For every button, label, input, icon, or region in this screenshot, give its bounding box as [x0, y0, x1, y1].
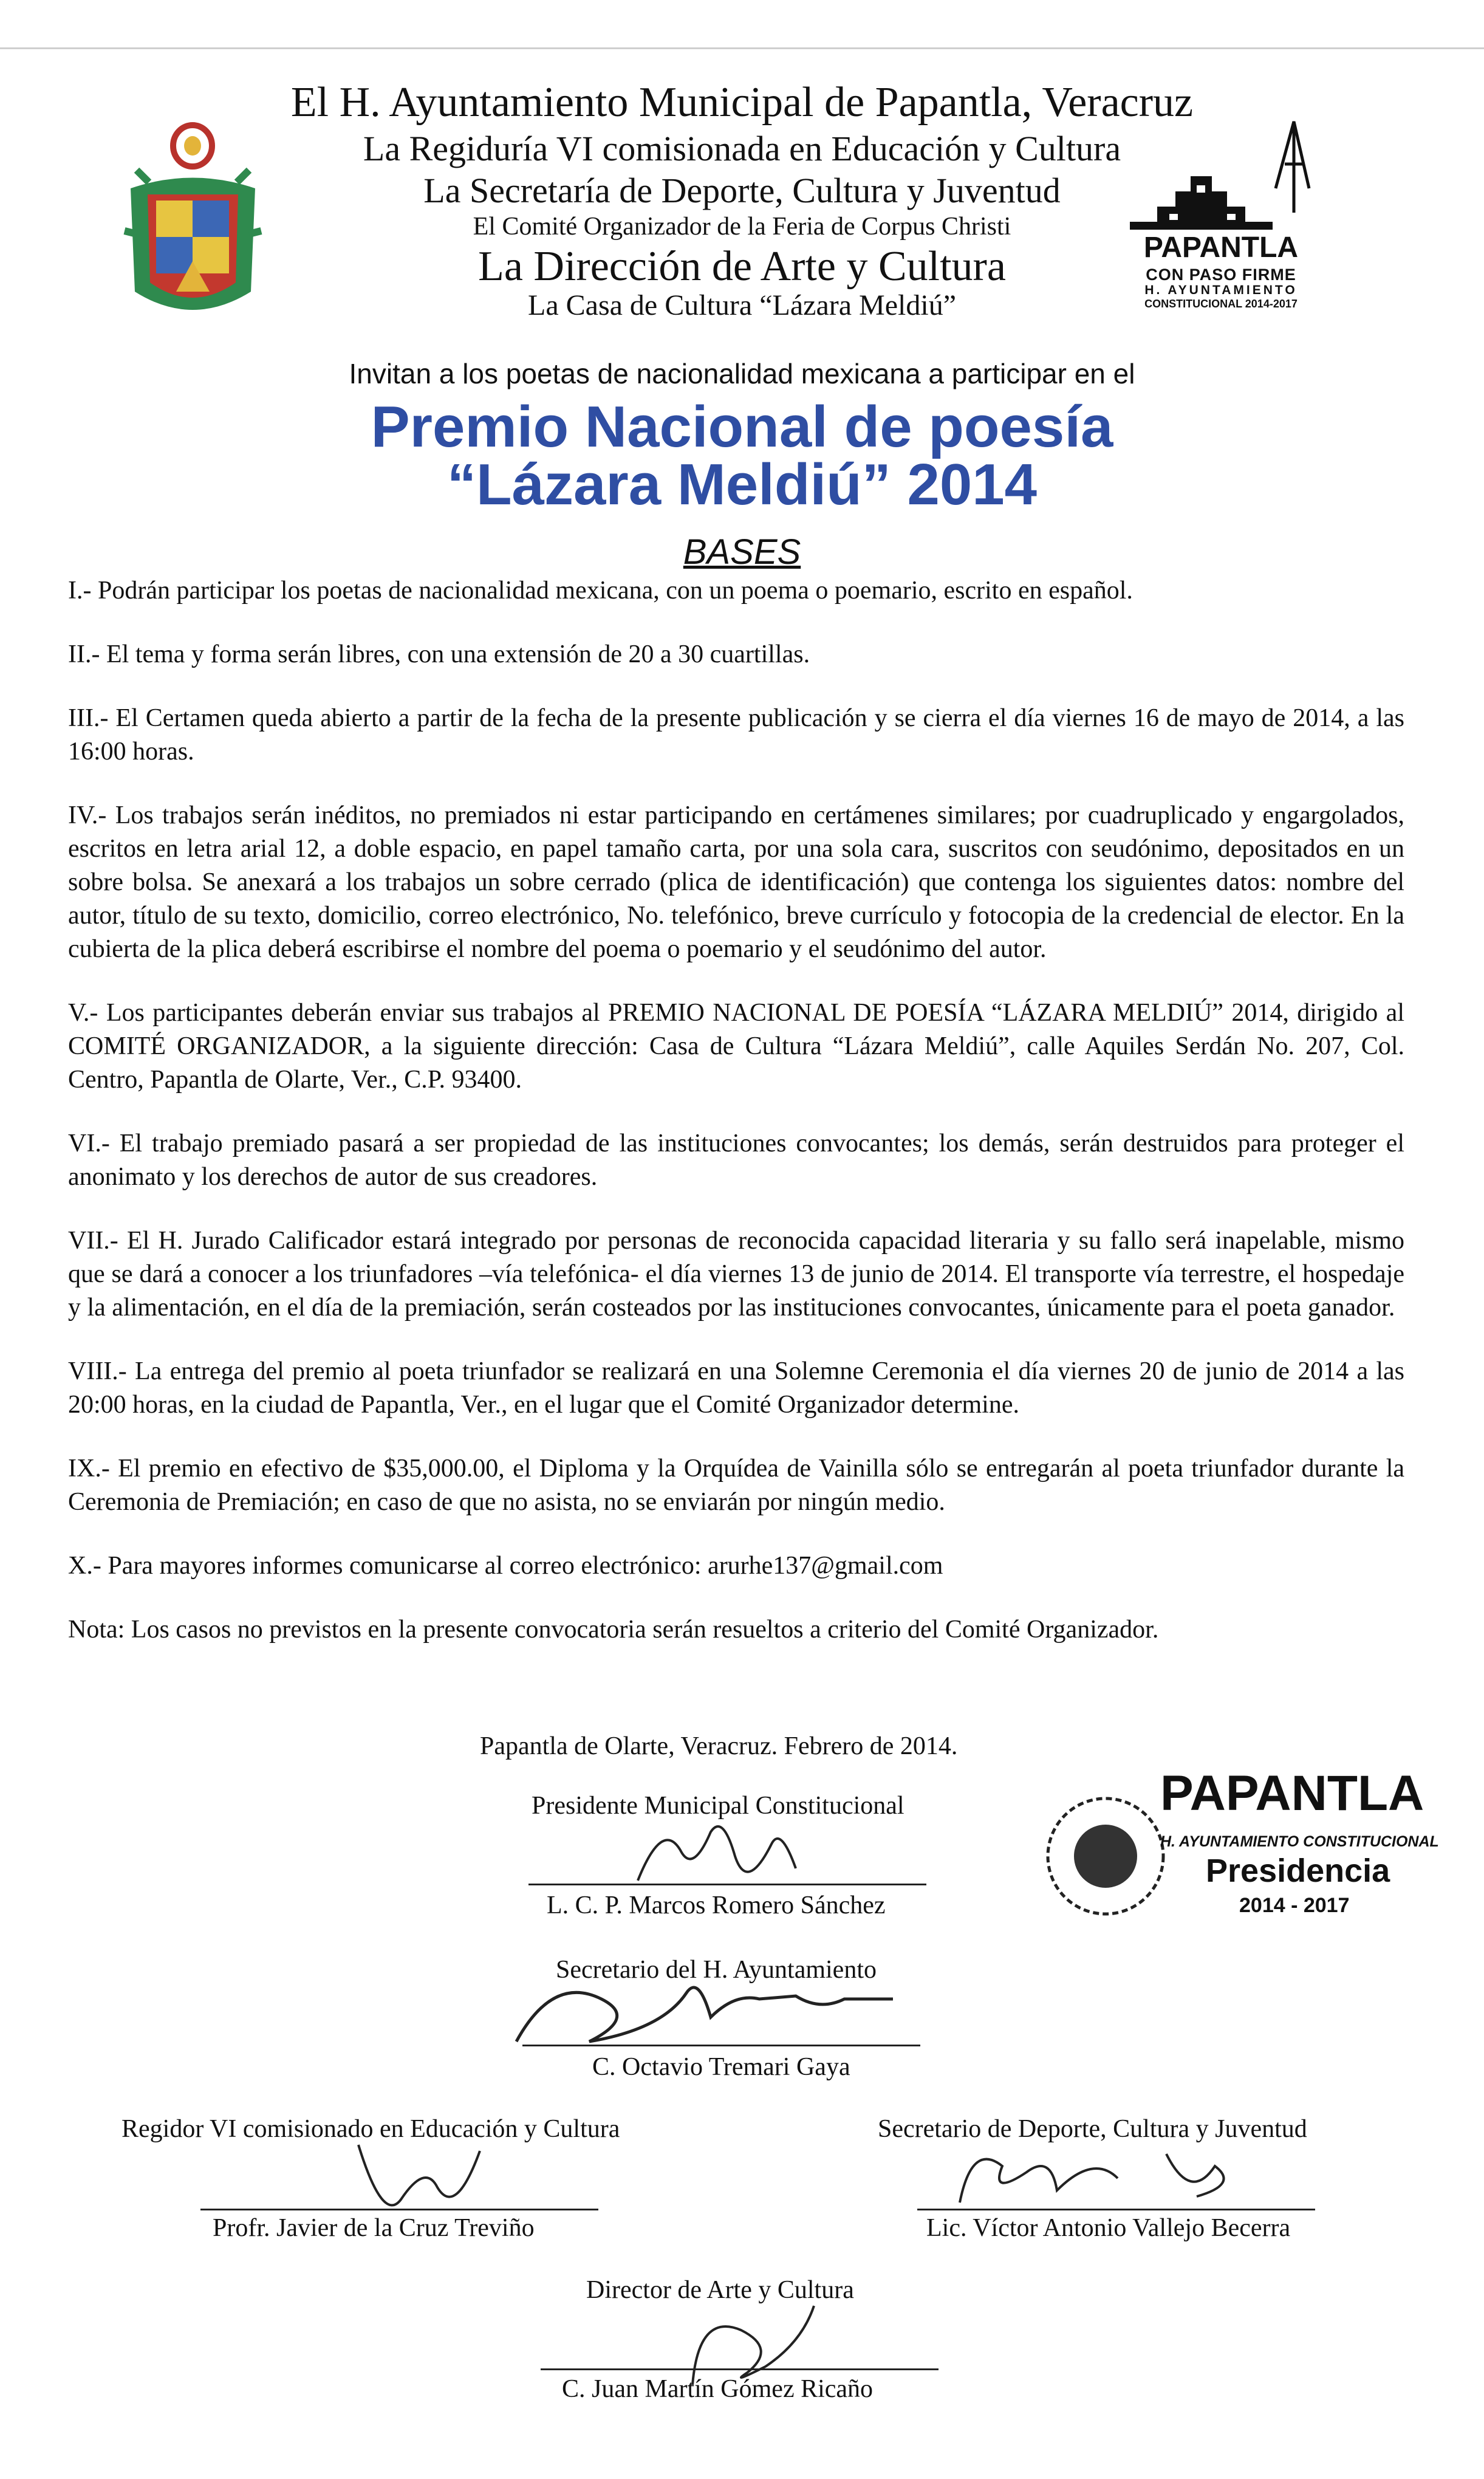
- header-line-4: El Comité Organizador de la Feria de Corpus Christi: [473, 213, 1011, 241]
- papantla-logo-slogan: CON PASO FIRME: [1146, 266, 1296, 284]
- papantla-logo-name: PAPANTLA: [1143, 231, 1299, 264]
- base-item-4: IV.- Los trabajos serán inéditos, no premiados ni estar participando en certámenes similares; por cuadruplicado y engargolados, escritos en letra arial 12, a doble espacio, en papel tamaño carta, por una sola cara, suscritos con seudónimo, depositados en un sobre bolsa. Se anexará a los trabajos un sobre cerrado (plica de identificación) que contenga los siguientes datos: nombre del autor, título de su texto, domicilio, correo electrónico, No. telefónico, breve currículo y fotocopia de la credencial de elector. En la cubierta de la plica deberá escribirse el nombre del poema o poemario y el seudónimo del autor.: [68, 801, 1404, 963]
- header-line-1: El H. Ayuntamiento Municipal de Papantla, Veracruz: [290, 79, 1194, 126]
- base-item-7: VII.- El H. Jurado Calificador estará integrado por personas de reconocida capacidad literaria y su fallo será inapelable, mismo que se dará a conocer a los triunfadores –vía telefónica- el día viernes 13 de junio de 2014. El transporte vía terrestre, el hospedaje y la alimentación, en el día de la premiación, serán costeados por las instituciones convocantes, únicamente para el poeta ganador.: [68, 1227, 1404, 1322]
- header-line-6: La Casa de Cultura “Lázara Meldiú”: [528, 289, 956, 321]
- secretario-title: Secretario del H. Ayuntamiento: [556, 1956, 877, 1984]
- deporte-title: Secretario de Deporte, Cultura y Juventud: [878, 2115, 1307, 2143]
- secretario-signature: [504, 1963, 917, 2060]
- director-name: C. Juan Martín Gómez Ricaño: [562, 2375, 874, 2403]
- deporte-signature: [935, 2130, 1276, 2221]
- base-item-3: III.- El Certamen queda abierto a partir de la fecha de la presente publicación y se cierra el día viernes 16 de mayo de 2014, a las 16:00 horas.: [68, 704, 1404, 766]
- presidente-name: L. C. P. Marcos Romero Sánchez: [547, 1891, 886, 1919]
- presidente-title: Presidente Municipal Constitucional: [532, 1792, 904, 1820]
- base-item-8: VIII.- La entrega del premio al poeta triunfador se realizará en una Solemne Ceremonia el día viernes 20 de junio de 2014 a las 20:00 horas, en la ciudad de Papantla, Ver., en el lugar que el Comité Organizador determine.: [68, 1357, 1404, 1419]
- invitation-line: Invitan a los poetas de nacionalidad mexicana a participar en el: [349, 358, 1135, 389]
- seal-years: 2014 - 2017: [1239, 1894, 1350, 1917]
- regidor-title: Regidor VI comisionado en Educación y Cultura: [121, 2115, 620, 2143]
- seal-subtitle: H. AYUNTAMIENTO CONSTITUCIONAL: [1160, 1833, 1439, 1850]
- director-title: Director de Arte y Cultura: [586, 2276, 854, 2304]
- base-item-5: V.- Los participantes deberán enviar sus trabajos al PREMIO NACIONAL DE POESÍA “LÁZARA MELDIÚ” 2014, dirigido al COMITÉ ORGANIZADOR, a la siguiente dirección: Casa de Cultura “Lázara Meldiú”, calle Aquiles Serdán No. 207, Col. Centro, Papantla de Olarte, Ver., C.P. 93400.: [68, 999, 1404, 1094]
- bases-heading: BASES: [683, 532, 801, 572]
- bases-list: [68, 574, 1404, 1677]
- papantla-logo-sub2: CONSTITUCIONAL 2014-2017: [1144, 298, 1298, 310]
- top-rule: [0, 47, 1484, 49]
- base-item-1: I.- Podrán participar los poetas de nacionalidad mexicana, con un poema o poemario, escrito en español.: [68, 577, 1133, 605]
- base-item-9: IX.- El premio en efectivo de $35,000.00, el Diploma y la Orquídea de Vainilla sólo se entregarán al poeta triunfador durante la Ceremonia de Premiación; en caso de que no asista, no se enviarán por ningún medio.: [68, 1455, 1404, 1516]
- base-note: Nota: Los casos no previstos en la presente convocatoria serán resueltos a criterio del Comité Organizador.: [68, 1616, 1159, 1644]
- base-item-6: VI.- El trabajo premiado pasará a ser propiedad de las instituciones convocantes; los demás, serán destruidos para proteger el anonimato y los derechos de autor de sus creadores.: [68, 1130, 1404, 1191]
- base-item-2: II.- El tema y forma serán libres, con una extensión de 20 a 30 cuartillas.: [68, 640, 810, 668]
- date-line: Papantla de Olarte, Veracruz. Febrero de 2014.: [480, 1732, 958, 1760]
- regidor-name: Profr. Javier de la Cruz Treviño: [213, 2214, 535, 2242]
- prize-title-line-1: Premio Nacional de poesía: [371, 394, 1113, 459]
- seal-title: PAPANTLA: [1160, 1766, 1424, 1821]
- deporte-name: Lic. Víctor Antonio Vallejo Becerra: [926, 2214, 1291, 2242]
- header-line-5: La Dirección de Arte y Cultura: [478, 243, 1006, 290]
- papantla-logo-sub1: H. AYUNTAMIENTO: [1144, 283, 1298, 297]
- prize-title-line-2: “Lázara Meldiú” 2014: [446, 452, 1038, 517]
- header-line-3: La Secretaría de Deporte, Cultura y Juventud: [423, 171, 1061, 210]
- base-item-10: X.- Para mayores informes comunicarse al correo electrónico: arurhe137@gmail.com: [68, 1552, 943, 1580]
- header-line-2: La Regiduría VI comisionada en Educación y Cultura: [363, 129, 1121, 168]
- seal-office: Presidencia: [1206, 1853, 1390, 1889]
- secretario-name: C. Octavio Tremari Gaya: [592, 2053, 850, 2081]
